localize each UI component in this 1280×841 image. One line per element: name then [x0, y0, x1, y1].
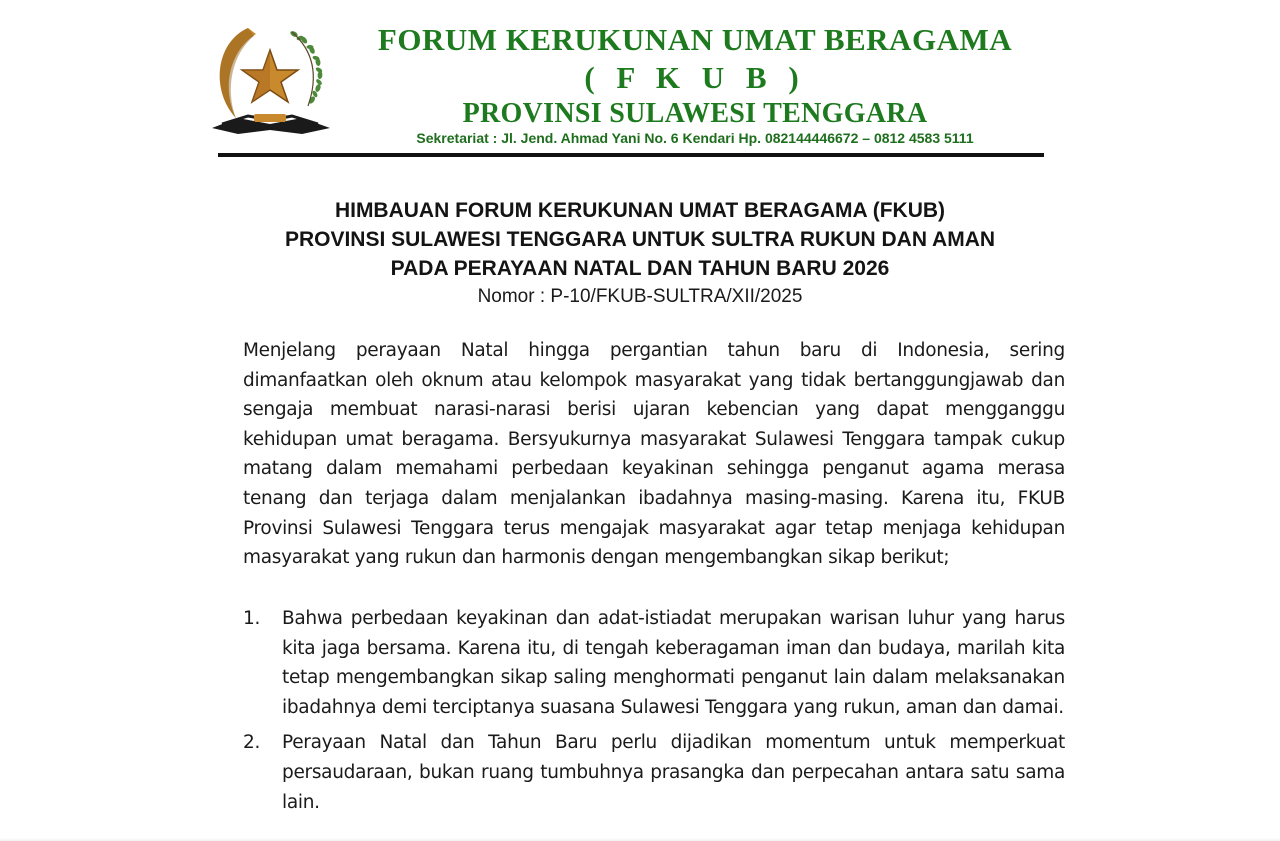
- letterhead-divider: [218, 153, 1044, 157]
- org-name-title: FORUM KERUKUNAN UMAT BERAGAMA: [377, 22, 1013, 57]
- org-abbreviation: ( F K U B ): [584, 60, 806, 95]
- document-title-line-2: PROVINSI SULAWESI TENGGARA UNTUK SULTRA RUKUN DAN AMAN: [284, 228, 996, 251]
- document-title-block: [180, 196, 1100, 311]
- document-number: Nomor : P-10/FKUB-SULTRA/XII/2025: [477, 286, 803, 307]
- appeal-points-list: [243, 604, 1065, 823]
- list-item: [243, 604, 1065, 722]
- list-item-text: Perayaan Natal dan Tahun Baru perlu dijadikan momentum untuk memperkuat persaudaraan, bukan ruang tumbuhnya prasangka dan perpecahan antara satu sama lain.: [282, 732, 1065, 813]
- list-item-number: 1.: [243, 608, 261, 629]
- list-item-number: 2.: [243, 732, 261, 754]
- list-item: [243, 728, 1065, 817]
- list-item-text: Bahwa perbedaan keyakinan dan adat-istiadat merupakan warisan luhur yang harus kita jaga bersama. Karena itu, di tengah keberagaman iman dan budaya, marilah kita tetap mengembangkan sikap saling menghormati penganut lain dalam melaksanakan ibadahnya demi terciptanya suasana Sulawesi Tenggara yang rukun, aman dan damai.: [282, 608, 1065, 718]
- document-title-line-3: PADA PERAYAAN NATAL DAN TAHUN BARU 2026: [390, 257, 890, 280]
- intro-paragraph-block: [243, 336, 1065, 573]
- fkub-emblem-icon: [208, 20, 340, 144]
- document-title-line-1: HIMBAUAN FORUM KERUKUNAN UMAT BERAGAMA (FKUB): [334, 199, 946, 222]
- org-province: PROVINSI SULAWESI TENGGARA: [462, 98, 928, 129]
- intro-paragraph: Menjelang perayaan Natal hingga pergantian tahun baru di Indonesia, sering dimanfaatkan oleh oknum atau kelompok masyarakat yang tidak bertanggungjawab dan sengaja membuat narasi-narasi berisi ujaran kebencian yang dapat mengganggu kehidupan umat beragama. Bersyukurnya masyarakat Sulawesi Tenggara tampak cukup matang dalam memahami perbedaan keyakinan sehingga penganut agama merasa tenang dan terjaga dalam menjalankan ibadahnya masing-masing. Karena itu, FKUB Provinsi Sulawesi Tenggara terus mengajak masyarakat agar tetap menjaga kehidupan masyarakat yang rukun dan harmonis dengan mengembangkan sikap berikut;: [243, 340, 1065, 569]
- secretariat-address: Sekretariat : Jl. Jend. Ahmad Yani No. 6 Kendari Hp. 082144446672 – 0812 4583 5111: [416, 130, 974, 146]
